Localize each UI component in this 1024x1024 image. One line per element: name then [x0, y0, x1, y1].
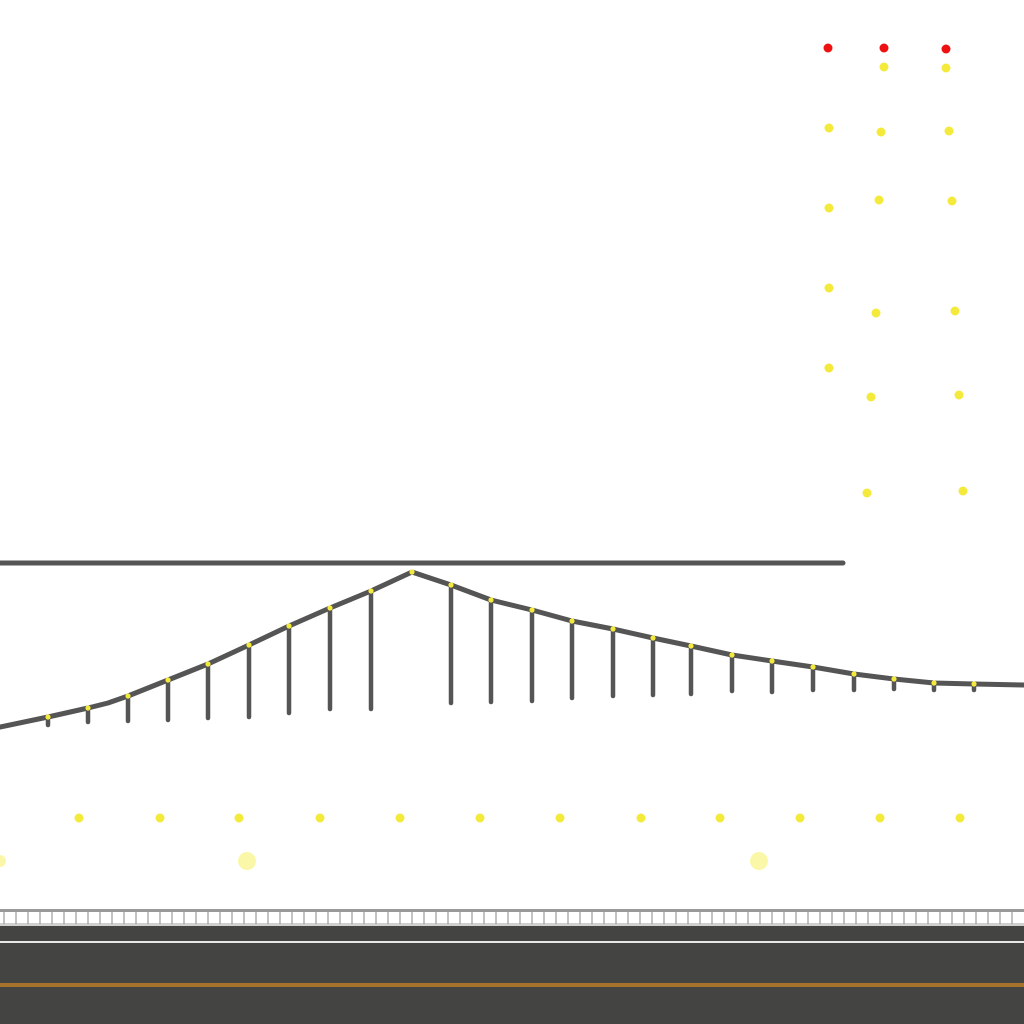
- cable-light: [729, 652, 734, 657]
- tower-yellow-light: [872, 309, 881, 318]
- cable-light: [610, 626, 615, 631]
- cable-light: [688, 643, 693, 648]
- cable-light: [931, 680, 936, 685]
- deck-lights-group: [75, 814, 965, 823]
- cable-light: [488, 597, 493, 602]
- cable-light: [851, 671, 856, 676]
- glow-light: [750, 852, 768, 870]
- cable-light: [286, 623, 291, 628]
- tower-yellow-light: [948, 197, 957, 206]
- cable-light: [448, 582, 453, 587]
- tower-yellow-light: [877, 128, 886, 137]
- glow-light: [238, 852, 256, 870]
- deck-light: [156, 814, 165, 823]
- deck-light: [556, 814, 565, 823]
- tower-yellow-light: [951, 307, 960, 316]
- deck-light: [796, 814, 805, 823]
- cable-light: [769, 658, 774, 663]
- deck-light: [396, 814, 405, 823]
- glow-light: [0, 855, 6, 867]
- tower-yellow-light: [875, 196, 884, 205]
- tower-red-light: [942, 45, 951, 54]
- tower-red-light: [824, 44, 833, 53]
- tower-yellow-light: [942, 64, 951, 73]
- railing-bottom-bar: [0, 923, 1024, 926]
- cable-light: [125, 693, 130, 698]
- deck-light: [235, 814, 244, 823]
- tower-yellow-light: [825, 284, 834, 293]
- tower-yellow-light: [825, 124, 834, 133]
- cable-light: [45, 714, 50, 719]
- tower-yellow-light: [945, 127, 954, 136]
- cable-light: [165, 677, 170, 682]
- railing-top-bar: [0, 909, 1024, 912]
- tower-yellow-light: [955, 391, 964, 400]
- road-surface: [0, 926, 1024, 1024]
- guard-railing: [0, 909, 1024, 926]
- tower-yellow-light: [867, 393, 876, 402]
- tower-yellow-light: [959, 487, 968, 496]
- tower-red-light: [880, 44, 889, 53]
- tower-yellow-light: [863, 489, 872, 498]
- cable-light: [810, 664, 815, 669]
- tower-yellow-light: [880, 63, 889, 72]
- cable-light: [529, 607, 534, 612]
- tower-yellow-light: [825, 204, 834, 213]
- deck-light: [716, 814, 725, 823]
- road-center-line: [0, 983, 1024, 987]
- cable-lights-group: [45, 569, 976, 719]
- cable-light: [368, 588, 373, 593]
- glow-lights-group: [0, 852, 768, 870]
- deck-light: [476, 814, 485, 823]
- cable-light: [650, 635, 655, 640]
- deck-light: [637, 814, 646, 823]
- cable-light: [971, 681, 976, 686]
- cable-light: [85, 705, 90, 710]
- cable-light: [891, 676, 896, 681]
- deck-light: [956, 814, 965, 823]
- tower-lights-group: [824, 44, 968, 498]
- tower-yellow-light: [825, 364, 834, 373]
- cable-light: [569, 618, 574, 623]
- road-edge-line: [0, 941, 1024, 943]
- cable-peak-light: [409, 569, 414, 574]
- deck-light: [876, 814, 885, 823]
- cable-light: [205, 661, 210, 666]
- cable-light: [327, 605, 332, 610]
- cable-light: [246, 642, 251, 647]
- deck-light: [75, 814, 84, 823]
- deck-light: [316, 814, 325, 823]
- main-suspension-cable: [0, 572, 1024, 727]
